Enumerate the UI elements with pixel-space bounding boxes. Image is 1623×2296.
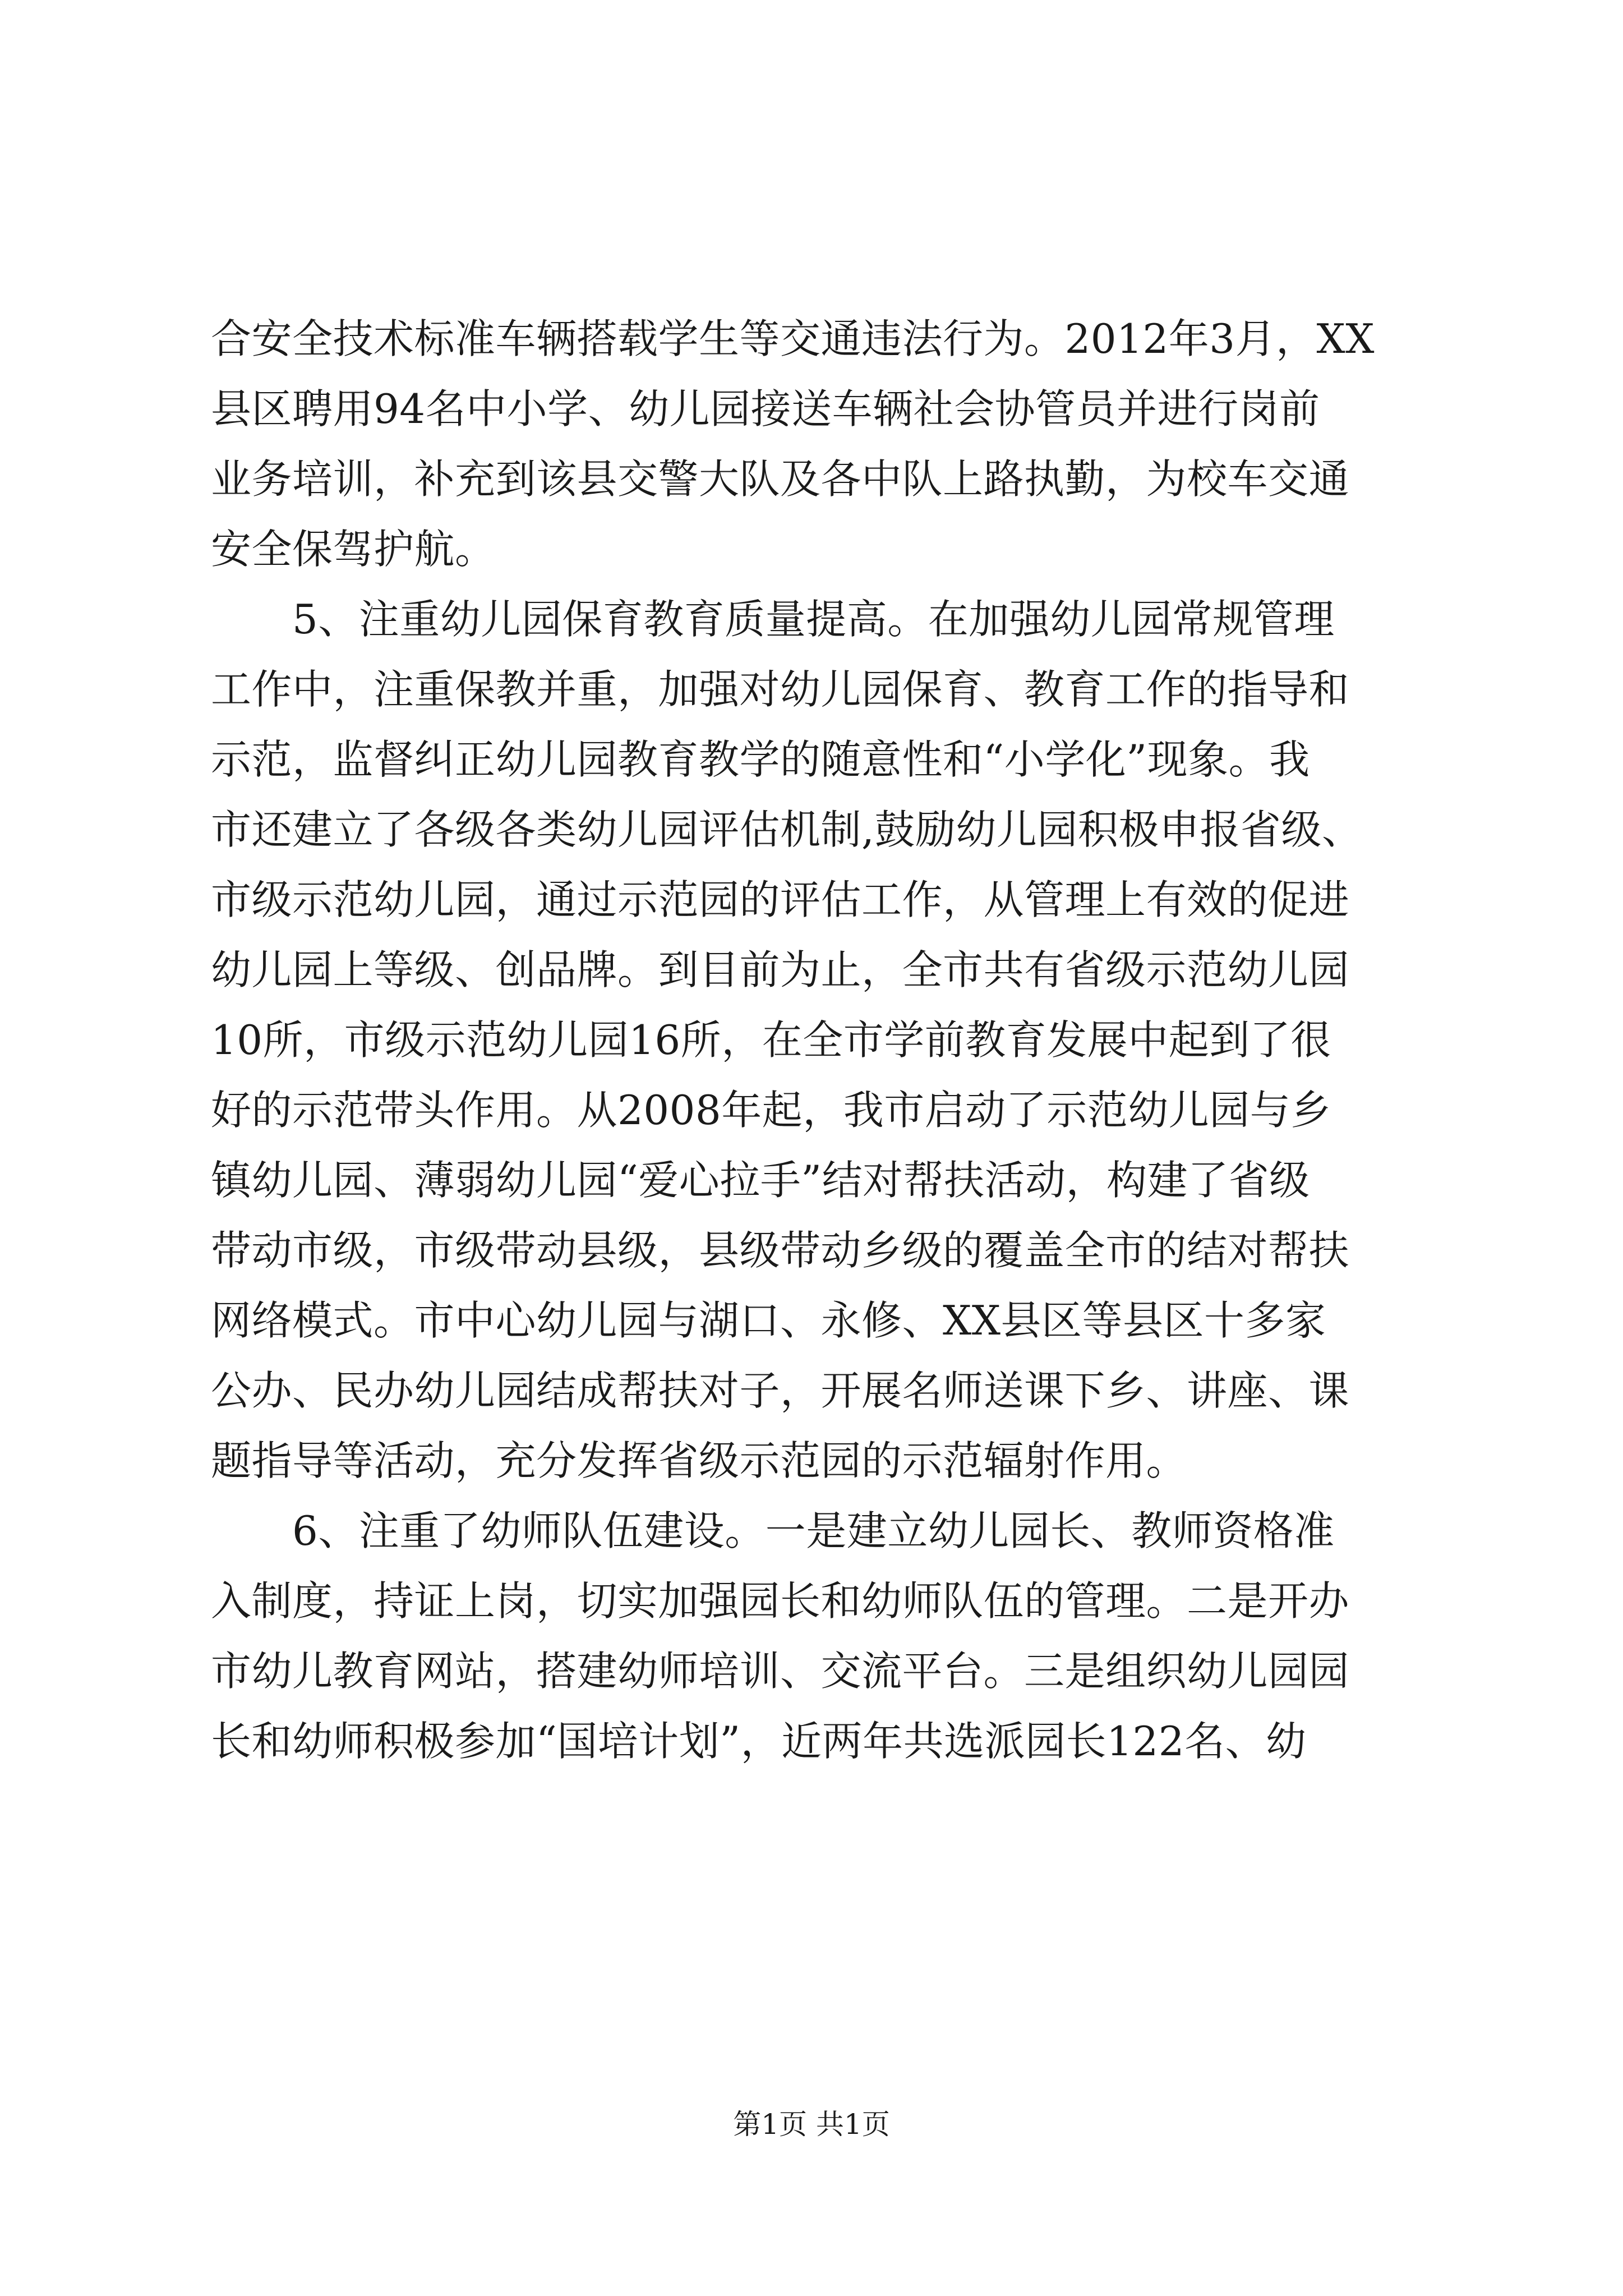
text-line: 市幼儿教育网站，搭建幼师培训、交流平台。三是组织幼儿园园 xyxy=(211,1648,1350,1695)
text-line: 公办、民办幼儿园结成帮扶对子，开展名师送课下乡、讲座、课 xyxy=(211,1367,1350,1414)
text-line: 10所，市级示范幼儿园16所，在全市学前教育发展中起到了很 xyxy=(211,1016,1331,1064)
text-line: 县区聘用94名中小学、幼儿园接送车辆社会协管员并进行岗前 xyxy=(211,385,1320,432)
text-line: 5、注重幼儿园保育教育质量提高。在加强幼儿园常规管理 xyxy=(211,596,1335,643)
text-line: 好的示范带头作用。从2008年起，我市启动了示范幼儿园与乡 xyxy=(211,1087,1331,1134)
page-number-label: 第1页 共1页 xyxy=(733,2108,890,2141)
text-line: 市还建立了各级各类幼儿园评估机制,鼓励幼儿园积极申报省级、 xyxy=(211,806,1363,853)
text-line: 市级示范幼儿园，通过示范园的评估工作，从管理上有效的促进 xyxy=(211,876,1350,923)
text-line: 安全保驾护航。 xyxy=(211,526,496,573)
text-line: 长和幼师积极参加“国培计划”，近两年共选派园长122名、幼 xyxy=(211,1718,1307,1765)
page-footer xyxy=(0,2105,1623,2144)
text-line: 6、注重了幼师队伍建设。一是建立幼儿园长、教师资格准 xyxy=(211,1507,1335,1554)
text-line: 示范，监督纠正幼儿园教育教学的随意性和“小学化”现象。我 xyxy=(211,736,1310,783)
text-line: 入制度，持证上岗，切实加强园长和幼师队伍的管理。二是开办 xyxy=(211,1577,1350,1625)
text-line: 题指导等活动，充分发挥省级示范园的示范辐射作用。 xyxy=(211,1437,1187,1484)
text-line: 镇幼儿园、薄弱幼儿园“爱心拉手”结对帮扶活动，构建了省级 xyxy=(211,1157,1310,1204)
text-line: 工作中，注重保教并重，加强对幼儿园保育、教育工作的指导和 xyxy=(211,666,1350,713)
document-body xyxy=(211,304,1415,1777)
text-line: 业务培训，补充到该县交警大队及各中队上路执勤，为校车交通 xyxy=(211,455,1350,503)
text-line: 网络模式。市中心幼儿园与湖口、永修、XX县区等县区十多家 xyxy=(211,1297,1326,1344)
text-line: 幼儿园上等级、创品牌。到目前为止，全市共有省级示范幼儿园 xyxy=(211,946,1350,993)
text-line: 带动市级，市级带动县级，县级带动乡级的覆盖全市的结对帮扶 xyxy=(211,1227,1350,1274)
text-line: 合安全技术标准车辆搭载学生等交通违法行为。2012年3月，XX xyxy=(211,315,1375,362)
